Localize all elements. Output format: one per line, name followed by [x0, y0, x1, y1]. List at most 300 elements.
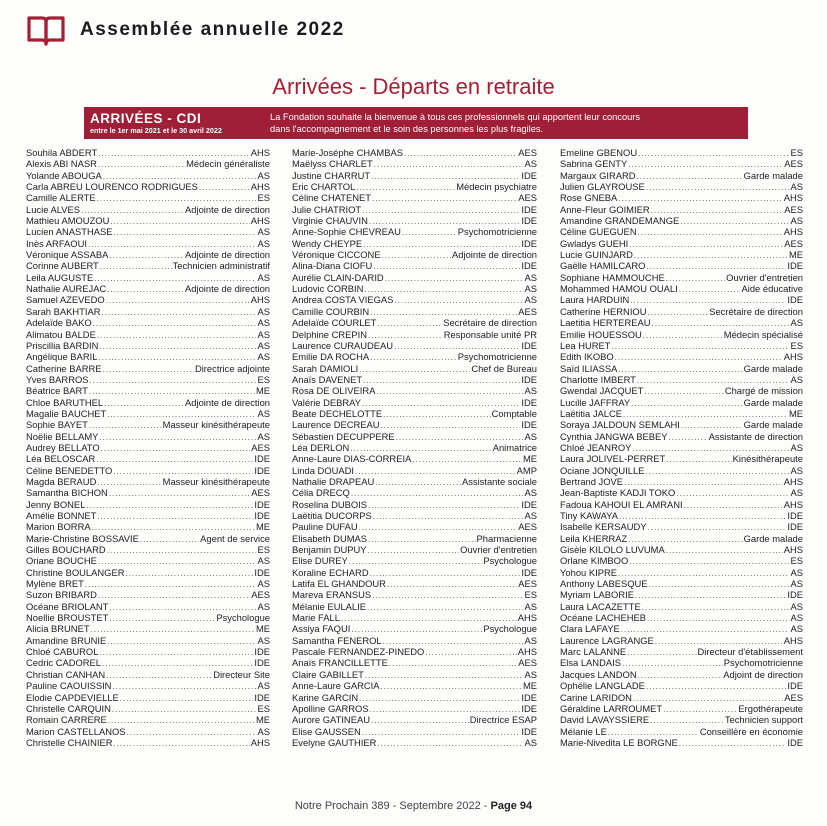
staff-entry	[26, 329, 270, 340]
staff-entry	[292, 238, 537, 249]
staff-role: AS	[790, 578, 803, 590]
dot-leader	[389, 659, 517, 668]
staff-entry	[292, 431, 537, 442]
staff-name: Linda DOUADI	[292, 464, 355, 476]
staff-role: Agent de service	[200, 532, 270, 544]
dot-leader	[369, 217, 520, 226]
footer	[0, 800, 827, 812]
dot-leader	[622, 659, 723, 668]
staff-name: Nathalie DRAPEAU	[292, 475, 375, 487]
staff-name: Anne-Laure GARCIA	[292, 680, 380, 692]
staff-name: Céline GUEGUEN	[560, 226, 637, 238]
staff-role: Chargé de mission	[724, 385, 803, 397]
staff-role: IDE	[254, 464, 270, 476]
staff-name: Mathieu AMOUZOU	[26, 215, 110, 227]
dot-leader	[125, 569, 253, 578]
dot-leader	[669, 433, 708, 442]
dot-leader	[367, 603, 523, 612]
staff-role: AS	[524, 283, 537, 295]
staff-name: Noellie BROUSTET	[26, 612, 109, 624]
staff-name: Gwendal JACQUET	[560, 385, 644, 397]
dot-leader	[107, 546, 257, 555]
staff-name: Fadoua KAHOUI EL AMRANI	[560, 498, 683, 510]
staff-entry	[292, 317, 537, 328]
staff-entry	[292, 601, 537, 612]
staff-role: AES	[784, 237, 803, 249]
staff-name: Sophie BAYET	[26, 419, 88, 431]
dot-leader	[109, 614, 215, 623]
staff-entry	[26, 669, 270, 680]
staff-role: Adjointe de direction	[185, 203, 270, 215]
staff-role: AS	[257, 634, 270, 646]
staff-name: Christine BOULANGER	[26, 566, 125, 578]
staff-name: Inès ARFAOUI	[26, 237, 87, 249]
staff-role: AHS	[250, 294, 270, 306]
staff-role: AS	[790, 600, 803, 612]
dot-leader	[104, 399, 184, 408]
staff-name: Tiny KAWAYA	[560, 510, 618, 521]
dot-leader	[102, 308, 257, 317]
staff-name: Yolande ABOUGA	[26, 169, 102, 181]
staff-name: Virginie CHAUVIN	[292, 215, 368, 227]
dot-leader	[382, 251, 451, 260]
staff-role: AHS	[250, 181, 270, 193]
staff-entry	[292, 294, 537, 305]
staff-role: Assistante sociale	[461, 475, 537, 487]
staff-role: Garde malade	[743, 532, 803, 544]
dot-leader	[394, 342, 520, 351]
dot-leader	[363, 376, 520, 385]
dot-leader	[102, 659, 253, 668]
dot-leader	[98, 160, 185, 169]
staff-name: Carine LARIDON	[560, 691, 632, 703]
staff-entry	[560, 329, 803, 340]
dot-leader	[98, 591, 250, 600]
dot-leader	[381, 682, 522, 691]
staff-name: Leila AUGUSTE	[26, 271, 94, 283]
dot-leader	[92, 523, 255, 532]
staff-role: ES	[790, 147, 803, 158]
staff-entry	[26, 238, 270, 249]
dot-leader	[383, 637, 524, 646]
staff-role: AS	[790, 612, 803, 624]
staff-entry	[560, 555, 803, 566]
staff-entry	[292, 249, 537, 260]
dot-leader	[371, 716, 469, 725]
staff-name: Margaux GIRARD	[560, 169, 636, 181]
dot-leader	[97, 512, 253, 521]
dot-leader	[362, 399, 520, 408]
staff-name: Samuel AZEVEDO	[26, 294, 105, 306]
staff-entry	[26, 272, 270, 283]
dot-leader	[385, 274, 524, 283]
staff-role: IDE	[787, 521, 803, 533]
staff-entry	[292, 408, 537, 419]
staff-entry	[560, 578, 803, 589]
staff-entry	[560, 465, 803, 476]
staff-role: IDE	[521, 691, 537, 703]
staff-entry	[26, 431, 270, 442]
staff-name: Bertrand JOVE	[560, 475, 624, 487]
dot-leader	[679, 285, 741, 294]
staff-name: Camille COURBIN	[292, 305, 370, 317]
dot-leader	[350, 444, 491, 453]
staff-role: Médecin généraliste	[186, 158, 270, 170]
dot-leader	[107, 637, 256, 646]
dot-leader	[645, 467, 789, 476]
staff-entry	[560, 521, 803, 532]
dot-leader	[632, 444, 789, 453]
staff-entry	[292, 476, 537, 487]
dot-leader	[396, 433, 524, 442]
staff-role: AES	[518, 521, 537, 533]
staff-name: Magalie BAUCHET	[26, 407, 107, 419]
staff-role: AS	[524, 487, 537, 499]
book-icon	[26, 14, 66, 46]
staff-entry	[560, 294, 803, 305]
dot-leader	[109, 603, 256, 612]
dot-leader	[652, 319, 790, 328]
staff-name: Célia DRECQ	[292, 487, 350, 499]
dot-leader	[103, 365, 194, 374]
staff-role: ES	[257, 544, 270, 556]
staff-name: Gisèle KILOLO LUVUMA	[560, 544, 665, 556]
staff-role: IDE	[521, 566, 537, 578]
dot-leader	[370, 705, 521, 714]
staff-role: AS	[257, 305, 270, 317]
staff-name: Noëlie BELLAMY	[26, 430, 99, 442]
staff-name: Sophiane HAMMOUCHE	[560, 271, 665, 283]
staff-name: Pauline DUFAU	[292, 521, 358, 533]
staff-role: ES	[257, 373, 270, 385]
staff-entry	[560, 374, 803, 385]
staff-name: Laurence CURAUDEAU	[292, 339, 394, 351]
staff-role: Psychologue	[483, 555, 537, 567]
dot-leader	[615, 353, 783, 362]
staff-role: AS	[257, 351, 270, 363]
staff-entry	[292, 623, 537, 634]
staff-role: IDE	[521, 396, 537, 408]
dot-leader	[97, 194, 257, 203]
dot-leader	[362, 206, 520, 215]
staff-entry	[26, 453, 270, 464]
staff-entry	[560, 272, 803, 283]
dot-leader	[355, 467, 516, 476]
staff-role: ME	[255, 623, 270, 635]
staff-role: AS	[524, 510, 537, 521]
dot-leader	[681, 421, 743, 430]
staff-entry	[560, 601, 803, 612]
dot-leader	[364, 285, 523, 294]
staff-name: Elsa LANDAIS	[560, 657, 621, 669]
dot-leader	[676, 489, 789, 498]
staff-name: Charlotte IMBERT	[560, 373, 636, 385]
staff-role: IDE	[254, 566, 270, 578]
staff-entry	[292, 170, 537, 181]
staff-role: AHS	[783, 475, 803, 487]
dot-leader	[94, 274, 256, 283]
dot-leader	[425, 648, 516, 657]
dot-leader	[109, 489, 250, 498]
staff-entry	[26, 680, 270, 691]
staff-entry	[560, 453, 803, 464]
dot-leader	[107, 285, 184, 294]
staff-role: AES	[784, 158, 803, 170]
staff-entry	[560, 499, 803, 510]
dot-leader	[638, 149, 789, 158]
staff-name: Priscillia BARDIN	[26, 339, 99, 351]
staff-name: Cynthia JANGWA BEBEY	[560, 430, 668, 442]
dot-leader	[663, 705, 737, 714]
staff-role: Psychomotricienne	[457, 226, 537, 238]
staff-name: Chloe BARUTHEL	[26, 396, 104, 408]
staff-name: Véronique CICCONE	[292, 249, 381, 261]
dot-leader	[649, 580, 790, 589]
staff-role: AES	[784, 691, 803, 703]
dot-leader	[120, 694, 254, 703]
staff-name: Alicia BRUNET	[26, 623, 90, 635]
dot-leader	[365, 671, 524, 680]
staff-entry	[292, 510, 537, 521]
staff-role: IDE	[254, 691, 270, 703]
staff-role: Conseillère en économie	[699, 725, 803, 737]
staff-name: Pascale FERNANDEZ-PINEDO	[292, 646, 425, 658]
dot-leader	[112, 705, 257, 714]
staff-role: AHS	[783, 634, 803, 646]
staff-name: Elodie CAPDEVIELLE	[26, 691, 119, 703]
staff-entry	[26, 204, 270, 215]
dot-leader	[648, 308, 709, 317]
dot-leader	[88, 240, 257, 249]
staff-role: AES	[251, 589, 270, 601]
staff-entry	[560, 623, 803, 634]
banner-text-line-2: dans l'accompagnement et le soin des personnes les plus fragiles.	[270, 124, 544, 134]
staff-role: AS	[790, 441, 803, 453]
staff-name: Justine CHARRUT	[292, 169, 371, 181]
staff-role: IDE	[521, 203, 537, 215]
staff-name: Lucie ALVES	[26, 203, 81, 215]
staff-entry	[560, 442, 803, 453]
dot-leader	[359, 523, 518, 532]
dot-leader	[375, 478, 461, 487]
dot-leader	[630, 296, 786, 305]
staff-name: Isabelle KERSAUDY	[560, 521, 647, 533]
staff-role: Directrice adjointe	[194, 362, 270, 374]
dot-leader	[371, 172, 520, 181]
staff-role: AES	[518, 657, 537, 669]
staff-entry	[26, 589, 270, 600]
staff-role: AS	[257, 407, 270, 419]
staff-role: AHS	[250, 736, 270, 748]
staff-name: Laura JOLIVEL-PERRET	[560, 453, 666, 465]
page-number: Page 94	[490, 800, 533, 812]
staff-role: Animatrice	[492, 441, 537, 453]
staff-entry	[26, 703, 270, 714]
staff-entry	[560, 567, 803, 578]
dot-leader	[351, 489, 524, 498]
staff-role: AES	[518, 305, 537, 317]
staff-name: Camille ALERTE	[26, 192, 96, 204]
staff-name: Alexis ABI NASR	[26, 158, 97, 170]
staff-entry	[560, 419, 803, 430]
dot-leader	[370, 569, 521, 578]
staff-entry	[26, 737, 270, 748]
staff-entry	[560, 612, 803, 623]
staff-entry	[560, 397, 803, 408]
dot-leader	[370, 353, 457, 362]
staff-name: Valérie DEBRAY	[292, 396, 361, 408]
staff-role: AS	[790, 464, 803, 476]
staff-name: Emeline GBENOU	[560, 147, 638, 158]
staff-entry	[560, 646, 803, 657]
staff-entry	[292, 555, 537, 566]
dot-leader	[86, 501, 253, 510]
dot-leader	[99, 648, 253, 657]
staff-name: Océane LACHEHEB	[560, 612, 646, 624]
dot-leader	[373, 262, 520, 271]
staff-name: Rose GNEBA	[560, 192, 618, 204]
staff-role: ME	[788, 249, 803, 261]
staff-entry	[560, 714, 803, 725]
staff-role: AS	[257, 555, 270, 567]
staff-name: Mylène BRET	[26, 578, 84, 590]
footer-publication: Notre Prochain 389 - Septembre 2022 -	[294, 800, 491, 812]
staff-name: Jean-Baptiste KADJI TOKO	[560, 487, 676, 499]
staff-entry	[560, 703, 803, 714]
staff-name: Evelyne GAUTHIER	[292, 736, 377, 748]
staff-entry	[560, 158, 803, 169]
dot-leader	[680, 217, 789, 226]
dot-leader	[97, 478, 161, 487]
staff-name: Latifa EL GHANDOUR	[292, 578, 386, 590]
staff-role: AS	[790, 487, 803, 499]
staff-entry	[26, 283, 270, 294]
dot-leader	[637, 376, 790, 385]
banner-text-line-1: La Fondation souhaite la bienvenue à tous ces professionnels qui apportent leur concours	[270, 112, 641, 122]
staff-name: Ophélie LANGLADE	[560, 680, 645, 692]
staff-role: Psychomotricienne	[457, 351, 537, 363]
staff-entry	[26, 623, 270, 634]
dot-leader	[356, 183, 455, 192]
staff-role: IDE	[254, 657, 270, 669]
staff-entry	[292, 657, 537, 668]
dot-leader	[98, 149, 250, 158]
staff-entry	[26, 249, 270, 260]
staff-entry	[560, 692, 803, 703]
staff-entry	[560, 147, 803, 158]
staff-name: Angélique BARIL	[26, 351, 98, 363]
staff-entry	[560, 737, 803, 748]
staff-name: Laurence DECREAU	[292, 419, 380, 431]
dot-leader	[394, 296, 523, 305]
dot-leader	[370, 308, 517, 317]
staff-role: ME	[522, 453, 537, 465]
staff-name: Céline BENEDETTO	[26, 464, 113, 476]
staff-name: Marc LALANNE	[560, 646, 627, 658]
staff-entry	[560, 351, 803, 362]
staff-name: Marie-Christine BOSSAVIE	[26, 532, 139, 544]
staff-role: ME	[255, 714, 270, 726]
staff-role: Adjointe de direction	[185, 396, 270, 408]
staff-role: AS	[257, 339, 270, 351]
dot-leader	[637, 172, 743, 181]
staff-role: AS	[257, 271, 270, 283]
staff-role: IDE	[787, 680, 803, 692]
staff-name: Julien GLAYROUSE	[560, 181, 645, 193]
dot-leader	[402, 228, 457, 237]
dot-leader	[99, 433, 256, 442]
staff-role: AES	[518, 147, 537, 158]
dot-leader	[113, 739, 249, 748]
staff-role: IDE	[521, 339, 537, 351]
dot-leader	[103, 172, 257, 181]
staff-entry	[560, 238, 803, 249]
staff-entry	[560, 408, 803, 419]
staff-name: Sarah BAKHTIAR	[26, 305, 101, 317]
staff-name: Samantha FENEROL	[292, 634, 382, 646]
staff-entry	[560, 215, 803, 226]
staff-entry	[292, 442, 537, 453]
staff-entry	[292, 397, 537, 408]
staff-name: Lea HURET	[560, 339, 611, 351]
staff-name: Océane BRIOLANT	[26, 600, 109, 612]
staff-entry	[292, 226, 537, 237]
staff-role: AS	[790, 317, 803, 329]
staff-role: AS	[790, 181, 803, 193]
staff-name: Mélanie EULALIE	[292, 600, 366, 612]
staff-entry	[292, 465, 537, 476]
staff-role: ES	[257, 702, 270, 714]
staff-name: Emilie DA ROCHA	[292, 351, 370, 363]
banner	[84, 107, 748, 139]
staff-name: Christelle CARQUIN	[26, 702, 111, 714]
staff-name: Sarah DAMIOLI	[292, 362, 359, 374]
staff-role: Garde malade	[743, 396, 803, 408]
staff-entry	[560, 476, 803, 487]
staff-entry	[292, 306, 537, 317]
staff-entry	[292, 680, 537, 691]
dot-leader	[368, 546, 460, 555]
staff-role: AHS	[783, 226, 803, 238]
staff-entry	[26, 533, 270, 544]
dot-leader	[623, 410, 788, 419]
staff-role: AS	[257, 578, 270, 590]
dot-leader	[372, 194, 517, 203]
staff-name: Laura HARDUIN	[560, 294, 630, 306]
staff-name: Souhila ABDERT	[26, 147, 98, 158]
dot-leader	[619, 512, 786, 521]
staff-entry	[560, 510, 803, 521]
staff-name: Adelaïde COURLET	[292, 317, 377, 329]
staff-name: Laëtitia JALCE	[560, 407, 623, 419]
staff-entry	[560, 340, 803, 351]
staff-role: IDE	[254, 453, 270, 465]
dot-leader	[359, 694, 520, 703]
banner-dates: entre le 1er mai 2021 et le 30 avril 2022	[90, 126, 222, 135]
staff-entry	[292, 147, 537, 158]
staff-role: Directrice ESAP	[469, 714, 537, 726]
staff-name: Léa DERLON	[292, 441, 350, 453]
dot-leader	[199, 183, 250, 192]
staff-entry	[292, 215, 537, 226]
staff-role: AS	[257, 237, 270, 249]
staff-entry	[26, 385, 270, 396]
staff-entry	[292, 374, 537, 385]
staff-name: Amandine GRANDEMANGE	[560, 215, 680, 227]
dot-leader	[651, 206, 784, 215]
dot-leader	[99, 342, 256, 351]
staff-entry	[26, 419, 270, 430]
